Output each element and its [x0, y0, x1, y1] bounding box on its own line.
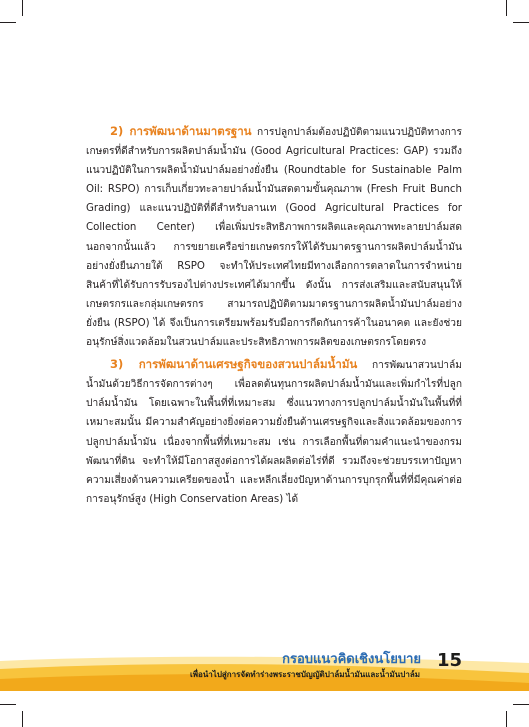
page-number: 15: [437, 650, 463, 671]
footer-subtitle: เพื่อนำไปสู่การจัดทำร่างพระราชบัญญัติปาล์มน้ำมันและน้ำมันปาล์ม: [190, 670, 420, 679]
paragraph-body: การพัฒนาสวนปาล์มน้ำมันด้วยวิธีการจัดการต่างๆ เพื่อลดต้นทุนการผลิตปาล์มน้ำมันและเพิ่มกำไรที่ปลูกปาล์มน้ำมัน โดยเฉพาะในพื้นที่ที่เหมาะสม ซึ่งแนวทางการปลูกปาล์มน้ำมันในพื้นที่ที่เหมาะสมนั้น มีความสำคัญอย่างยิ่งต่อความยั่งยืนด้านเศรษฐกิจและสิ่งแวดล้อมของการปลูกปาล์มน้ำมัน เนื่องจากพื้นที่ที่เหมาะสม เช่น การเลือกพื้นที่ตามคำแนะนำของกรมพัฒนาที่ดิน จะทำให้มีโอกาสสูงต่อการได้ผลผลิตต่อไร่ที่ดี รวมถึงจะช่วยบรรเทาปัญหาความเสี่ยงด้านความเครียดของน้ำ และหลีกเลี่ยงปัญหาด้านการบุกรุกพื้นที่ที่มีคุณค่าต่อการอนุรักษ์สูง (High Conservation Areas) ได้: [86, 360, 462, 505]
body-text: [86, 122, 462, 512]
section-heading-standards: 2) การพัฒนาด้านมาตรฐาน: [110, 124, 252, 138]
crop-mark: [22, 0, 23, 16]
paragraph-economics: [86, 355, 462, 509]
crop-mark: [506, 0, 507, 16]
crop-mark: [0, 22, 16, 23]
crop-mark: [0, 704, 16, 705]
paragraph-standards: [86, 122, 462, 352]
crop-mark: [506, 711, 507, 727]
crop-mark: [22, 711, 23, 727]
crop-mark: [513, 704, 529, 705]
crop-mark: [513, 22, 529, 23]
footer-title: กรอบแนวคิดเชิงนโยบาย: [282, 652, 421, 667]
paragraph-body: การปลูกปาล์มต้องปฏิบัติตามแนวปฏิบัติทางการเกษตรที่ดีสำหรับการผลิตปาล์มน้ำมัน (Good Agricultural Practices: GAP) รวมถึงแนวปฏิบัติในการผลิตน้ำมันปาล์มอย่างยั่งยืน (Roundtable for Sustainable Palm Oil: RSPO) การเก็บเกี่ยวทะลายปาล์มน้ำมันสดตามขั้นคุณภาพ (Fresh Fruit Bunch Grading) และแนวปฏิบัติที่ดีสำหรับลานเท (Good Agricultural Practices for Collection Center) เพื่อเพิ่มประสิทธิภาพการผลิตและคุณภาพทะลายปาล์มสด นอกจากนั้นแล้ว การขยายเครือข่ายเกษตรกรให้ได้รับมาตรฐานการผลิตปาล์มน้ำมันอย่างยั่งยืนภายใต้ RSPO จะทำให้ประเทศไทยมีทางเลือกการตลาดในการจำหน่ายสินค้าที่ได้รับการรับรองไปต่างประเทศได้มากขึ้น ดังนั้น การส่งเสริมและสนับสนุนให้เกษตรกรและกลุ่มเกษตรกร สามารถปฏิบัติตามมาตรฐานการผลิตน้ำมันปาล์มอย่างยั่งยืน (RSPO) ได้ จึงเป็นการเตรียมพร้อมรับมือการกีดกันการค้าในอนาคต และยังช่วยอนุรักษ์สิ่งแวดล้อมในสวนปาล์มและประสิทธิภาพการผลิตของเกษตรกรโดยตรง: [86, 127, 462, 349]
section-heading-economics: 3) การพัฒนาด้านเศรษฐกิจของสวนปาล์มน้ำมัน: [110, 357, 358, 372]
